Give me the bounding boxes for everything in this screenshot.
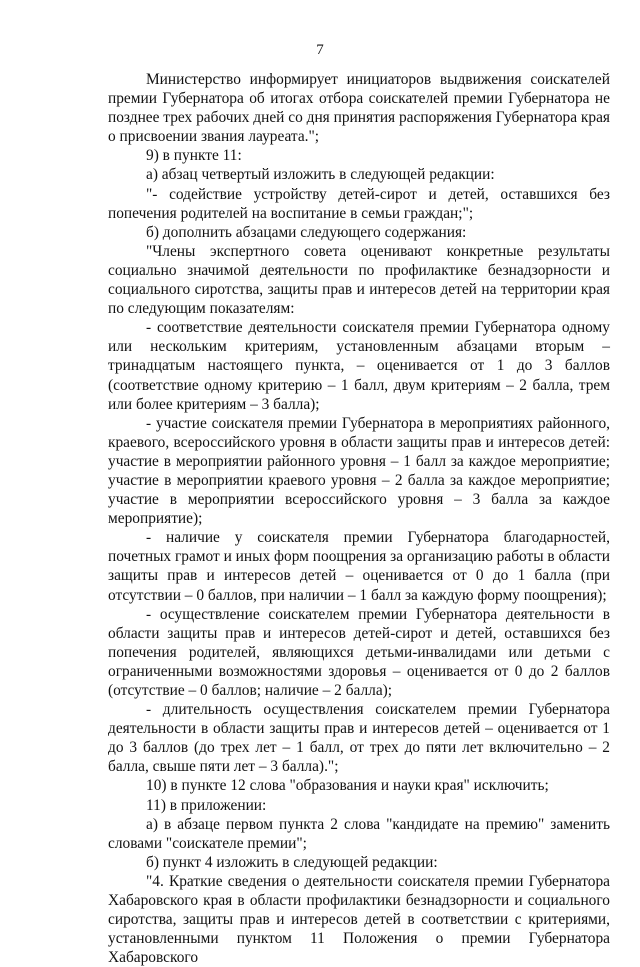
document-body: [108, 70, 610, 967]
paragraph: 10) в пункте 12 слова "образования и науки края" исключить;: [146, 777, 549, 795]
paragraph: а) в абзаце первом пункта 2 слова "кандидате на премию" заменить словами "соискателе премии";: [108, 815, 610, 852]
paragraph: - наличие у соискателя премии Губернатора благодарностей, почетных грамот и иных форм поощрения за организацию работы в области защиты прав и интересов детей – оценивается от 0 до 1 балла (при отсутствии – 0 баллов, при наличии – 1 балл за каждую форму поощрения);: [108, 529, 610, 604]
paragraph: б) дополнить абзацами следующего содержания:: [146, 223, 467, 241]
paragraph: "- содействие устройству детей-сирот и детей, оставшихся без попечения родителей на воспитание в семьи граждан;";: [108, 185, 610, 222]
paragraph: "4. Краткие сведения о деятельности соискателя премии Губернатора Хабаровского края в области профилактики безнадзорности и социального сиротства, защиты прав и интересов детей в соответствии с критериями, установленными пунктом 11 Положения о премии Губернатора Хабаровского: [108, 872, 610, 967]
paragraph: - участие соискателя премии Губернатора в мероприятиях районного, краевого, всероссийского уровня в области защиты прав и интересов детей: участие в мероприятии районного уровня – 1 балл за каждое мероприятие; участие в мероприятии краевого уровня – 2 балла за каждое мероприятие; участие в мероприятии всероссийского уровня – 3 балла за каждое мероприятие);: [108, 414, 610, 528]
paragraph: "Члены экспертного совета оценивают конкретные результаты социально значимой деятельности по профилактике безнадзорности и социального сиротства, защиты прав и интересов детей на территории края по следующим показателям:: [108, 242, 610, 318]
paragraph: 9) в пункте 11:: [146, 147, 242, 165]
paragraph: - длительность осуществления соискателем премии Губернатора деятельности в области защиты прав и интересов детей – оценивается от 1 до 3 баллов (до трех лет – 1 балл, от трех до пяти лет включительно – 2 балла, свыше пяти лет – 3 балла).";: [108, 701, 610, 776]
paragraph: а) абзац четвертый изложить в следующей редакции:: [146, 166, 495, 184]
page-number: 7: [316, 42, 324, 58]
paragraph: Министерство информирует инициаторов выдвижения соискателей премии Губернатора об итогах отбора соискателей премии Губернатора не позднее трех рабочих дней со дня принятия распоряжения Губернатора края о присвоении звания лауреата.";: [108, 71, 611, 146]
paragraph: - осуществление соискателем премии Губернатора деятельности в области защиты прав и интересов детей-сирот и детей, оставшихся без попечения родителей, являющихся детьми-инвалидами или детьми с ограниченными возможностями здоровья – оценивается от 0 до 2 баллов (отсутствие – 0 баллов; наличие – 2 балла);: [108, 605, 610, 699]
paragraph: б) пункт 4 изложить в следующей редакции:: [146, 853, 438, 871]
paragraph: 11) в приложении:: [146, 796, 267, 814]
paragraph: - соответствие деятельности соискателя премии Губернатора одному или нескольким критериям, установленным абзацами вторым – тринадцатым настоящего пункта, – оценивается от 1 до 3 баллов (соответствие одному критерию – 1 балл, двум критериям – 2 балла, трем или более критериям – 3 балла);: [108, 319, 610, 413]
